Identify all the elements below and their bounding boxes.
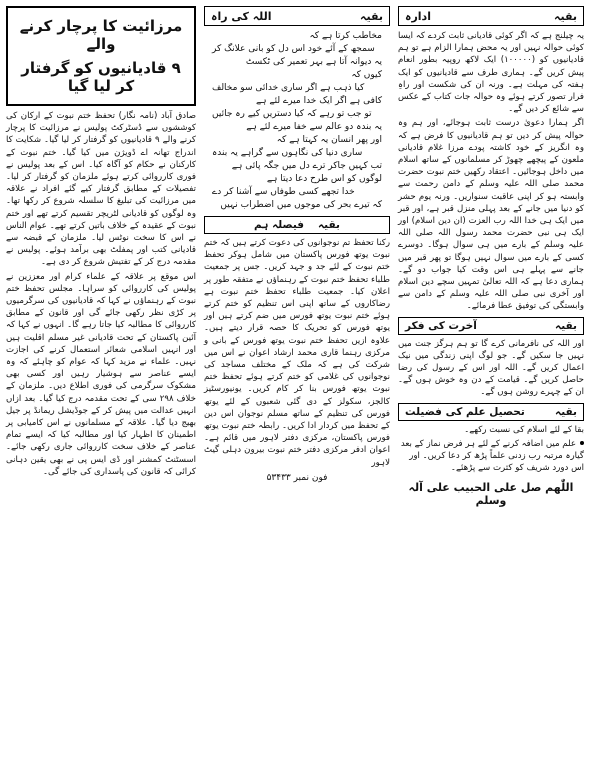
right-sec3-title: تحصیل علم کی فضیلت (405, 405, 525, 418)
verse-line: تو جب تو رہے کہ کیا دستریں کیے رہ جائیں (212, 109, 372, 119)
headline-box (6, 6, 196, 106)
headline-line-1: مرزائیت کا پرچار کرنے والے (19, 17, 183, 53)
right-section-2-header (398, 317, 584, 335)
middle-header-title: اللہ کی راہ (211, 9, 272, 23)
verse-line: مخاطب کرتا ہے کہ (309, 31, 382, 41)
middle-column-header (204, 6, 390, 26)
right-column-header (398, 6, 584, 26)
verse-line: تب کہیں جاکر ترے دل میں جگہ پائی ہے (231, 161, 382, 171)
left-para-1: صادق آباد (نامہ نگار) تحفظ ختم نبوت کے ارکان کی کوششوں سے ڈسٹرکٹ پولیس نے مرزائیت کا پرچار کرنے والے ۹ قادیانیوں کو گرفتار کر لیا گیا۔ شکایت کا اندراج تھانہ اے ڈویژن میں کیا گیا۔ ختم نبوت کے کارکنان نے حکام کو آگاہ کیا۔ اس کے بعد پولیس نے فوری کارروائی کرتے ہوئے ملزمان کو گرفتار کر لیا۔ تفصیلات کے مطابق گرفتار کیے گئے افراد نے علاقہ میں مرزائیت کی تبلیغ کا سلسلہ شروع کر رکھا تھا۔ وہ لوگوں کو قادیانی لٹریچر تقسیم کرتے تھے اور ختم نبوت کے عقیدہ کے خلاف باتیں کرتے تھے۔ عوام الناس نے اس کا سخت نوٹس لیا۔ ملزمان کے قبضہ سے قادیانی کتب اور پمفلٹ بھی برآمد ہوئے۔ پولیس نے مقدمہ درج کر کے تفتیش شروع کر دی ہے۔ (6, 111, 196, 268)
headline-number: ۹ (171, 59, 181, 77)
middle-header-tag: بقیہ (360, 9, 383, 23)
right-sec2-tag: بقیہ (555, 319, 577, 332)
right-para-4: بقا کے لئے اسلام کی نسبت رکھے۔ (464, 424, 584, 435)
verse-line: کافی ہے اگر ایک خدا میرے لئے ہے (255, 96, 382, 106)
right-section-3-header (398, 403, 584, 421)
right-para-1: یہ چیلنج ہے کہ اگر کوئی قادیانی ثابت کردے کہ ایسا کوئی حوالہ نہیں اور یہ محض ہمارا الزام ہے تو ہم قادیانیوں کو (۱۰۰۰۰۰) ایک لاکھ روپیہ بطور انعام پیش کریں گے۔ ہماری طرف سے قادیانیوں کو ایک ہفتہ کی مہلت ہے۔ ورنہ ان کی شکست اور راہِ فرار تصور کرتے ہوئے وہ حوالہ جات کتاب کے عکس سے شائع کر دیں گے۔ (398, 31, 584, 115)
right-para-3: اور اللہ کی نافرمانی کرے گا تو ہم ہرگز جنت میں نہیں جا سکیں گے۔ جو لوگ اپنی زندگی میں نیک اعمال کریں گے۔ اللہ اور اس کے رسول کی رضا حاصل کریں گے۔ قیامت کے دن وہ خوش ہوں گے۔ ان کے چہرے روشن ہوں گے۔ (398, 338, 584, 398)
verse-line: یہ دیوانہ آتا ہے بہر تعمیر کی ٹکسٹ (245, 57, 382, 67)
verse-line: لوگوں کو اس طرح دعا دیتا ہے (266, 174, 382, 184)
verse-line: یہ بندہ دو عالم سے خفا میرے لئے ہے (246, 122, 382, 132)
middle-para-1: رکنا تحفظ تم نوجوانوں کی دعوت کرتے ہیں کہ ختم نبوت یوتھ فورس پاکستان میں شامل ہوکر تحفظ ختم نبوت کے لئے جد و جہد کریں۔ جس پر جمعیت طلباء تحفظ ختم نبوت کے رہنماؤں نے متفقہ طور پر اعلان کیا۔ جمعیت طلباء تحفظ ختم نبوت ہے رضاکاروں کے ساتھ اپنی اس تنظیم کو ختم کرتے ہوئے ختم نبوت یوتھ فورس میں ضم کرتے ہیں اور یوتھ فورس کو تحریک کا حصہ قرار دیتے ہیں۔ علاوہ ازیں تحفظ ختم نبوت یوتھ فورس کے بانی و مرکزی رہنما قاری محمد ارشاد اعوان نے اس میں شرکت کی ہے کہ ملک کے مختلف مساجد کی نوجوانوں کی غلامی کو ختم کرتے ہوئے تحفظ ختم نبوت یوتھ فورس بنا کر کام کریں۔ یونیورسٹیز کالجز، سکولز کے دی گئی شعبوں کے لئے یوتھ فورس کی تنظیم کے ساتھ مسلم نوجوان اس دین کے تحفظ میں کردار ادا کریں۔ رابطہ ختم نبوت یوتھ فورس پاکستان، مرکزی دفتر لاہور میں قائم ہے۔ اعوان ادفر مرکزی دفتر ختم نبوت بیرون دہلی گیٹ لاہور (204, 238, 390, 468)
middle-column (204, 6, 390, 483)
right-column (398, 6, 584, 507)
right-sec2-title: آخرت کی فکر (405, 319, 477, 332)
right-header-title: ادارہ (405, 9, 431, 23)
left-column (6, 6, 196, 480)
verse-line: سمجھ کے آئے خود اس دل کو بانی علانگ کر (212, 44, 375, 54)
right-sec3-tag: بقیہ (555, 405, 577, 418)
right-closing-durood: اللّٰھم صل علی الحبیب علی آلہ وسلم (408, 480, 574, 507)
headline-line-2 (14, 59, 188, 95)
verse-line: کیا ذہب ہے اگر ساری خدائی سو مخالف (212, 83, 365, 93)
verse-line: خدا تجھے کسی طوفاں سے آشنا کر دے (212, 187, 355, 197)
verse-line: ساری دنیا کی نگاہوں سے گراہے یہ بندہ (212, 148, 363, 158)
right-bullet-item (398, 438, 584, 475)
left-para-2: اس موقع پر علاقہ کے علماء کرام اور معززین نے پولیس کی کارروائی کو سراہا۔ مجلس تحفظ ختم نبوت کے رہنماؤں نے کہا کہ قادیانیوں کی سرگرمیوں پر کڑی نظر رکھی جائے گی اور قانون کے مطابق کارروائی کا مطالبہ کیا جاتا رہے گا۔ انہوں نے کہا کہ آئین پاکستان کے تحت قادیانی غیر مسلم اقلیت ہیں اور انہیں اسلامی شعائر استعمال کرنے کی اجازت نہیں۔ علماء نے مزید کہا کہ عوام کو چاہئے کہ وہ ایسے عناصر سے ہوشیار رہیں اور کسی بھی مشکوک سرگرمی کی فوری اطلاع دیں۔ ملزمان کے خلاف ۲۹۸ سی کے تحت مقدمہ درج کیا گیا۔ بعد ازاں انہیں عدالت میں پیش کر کے جوڈیشل ریمانڈ پر جیل بھیج دیا گیا۔ علاقہ کے مسلمانوں نے اس کامیابی پر اطمینان کا اظہار کیا اور مطالبہ کیا کہ ایسے تمام عناصر کے خلاف سخت کارروائی جاری رکھی جائے۔ اسسٹنٹ کمشنر اور ڈی ایس پی نے بھی یقین دہانی کرائی کہ قانون کی پاسداری کی جائے گی۔ (6, 271, 196, 477)
right-bullet-text: علم میں اضافہ کرنے کے لئے ہر فرض نماز کے بعد گیارہ مرتبہ رب زدنی علماً پڑھ کر دعا کریں۔ اور اس دورد شریف کو کثرت سے پڑھئے۔ (400, 438, 584, 474)
middle-section-2-header (204, 216, 390, 234)
middle-sec2-title: فیصلہ ہم (254, 219, 305, 231)
right-para-2: اگر ہمارا دعویٰ درست ثابت ہوجائے، اور ہم وہ حوالہ پیش کر دیں تو ہم قادیانیوں کا فرض ہے کہ وہ انگریز کے خود کاشتہ پودے مرزا غلام قادیانی ملعون کے پیچھے چھوڑ کر مسلمانوں کے ساتھ اسلام میں داخل ہوجائیں۔ اعتقاد رکھیں ختم نبوت حضرت محمد صلی اللہ علیہ وسلم کے دامن رحمت سے وابستہ ہو کر اپنی عاقبت سنواریں۔ ورنہ یوم حشر کو دنیا میں جانے کے بعد پہلی منزل قبر ہے، اور قبر میں ایک ہی خدا اللہ رب العزت (ان دین اسلام) اور ایک ہی نبی حضرت محمد رسول اللہ صلی اللہ علیہ وسلم کے بارے میں ہی سوال ہوگا۔ دوسرے کسی کے بارے میں سوال نہیں ہوگا تو پھر قبر میں جانے سے پہلے ہی اس وقت کیا جواب دو گے۔ ہماری دعا ہے کہ اللہ تعالیٰ تمہیں سچے دین اسلام اور آخری نبی صلی اللہ علیہ وسلم کے دامن سے وابستگی کی توفیق عطا فرمائے۔ (398, 118, 584, 312)
phone-number: فون نمبر ۵۳۴۳۳ (266, 472, 328, 483)
right-header-tag: بقیہ (554, 9, 577, 23)
verse-line: کیوں کہ (351, 70, 382, 80)
bullet-icon (580, 441, 584, 445)
verse-line: کہ تیرے بحر کی موجوں میں اضطراب نہیں (220, 200, 382, 210)
headline-text: قادیانیوں کو گرفتار کر لیا گیا (21, 59, 167, 95)
verse-block (204, 30, 390, 212)
middle-sec2-tag: بقیہ (318, 219, 340, 231)
verse-line: اور پھر انسان یہ کہتا ہے کہ (276, 135, 382, 145)
